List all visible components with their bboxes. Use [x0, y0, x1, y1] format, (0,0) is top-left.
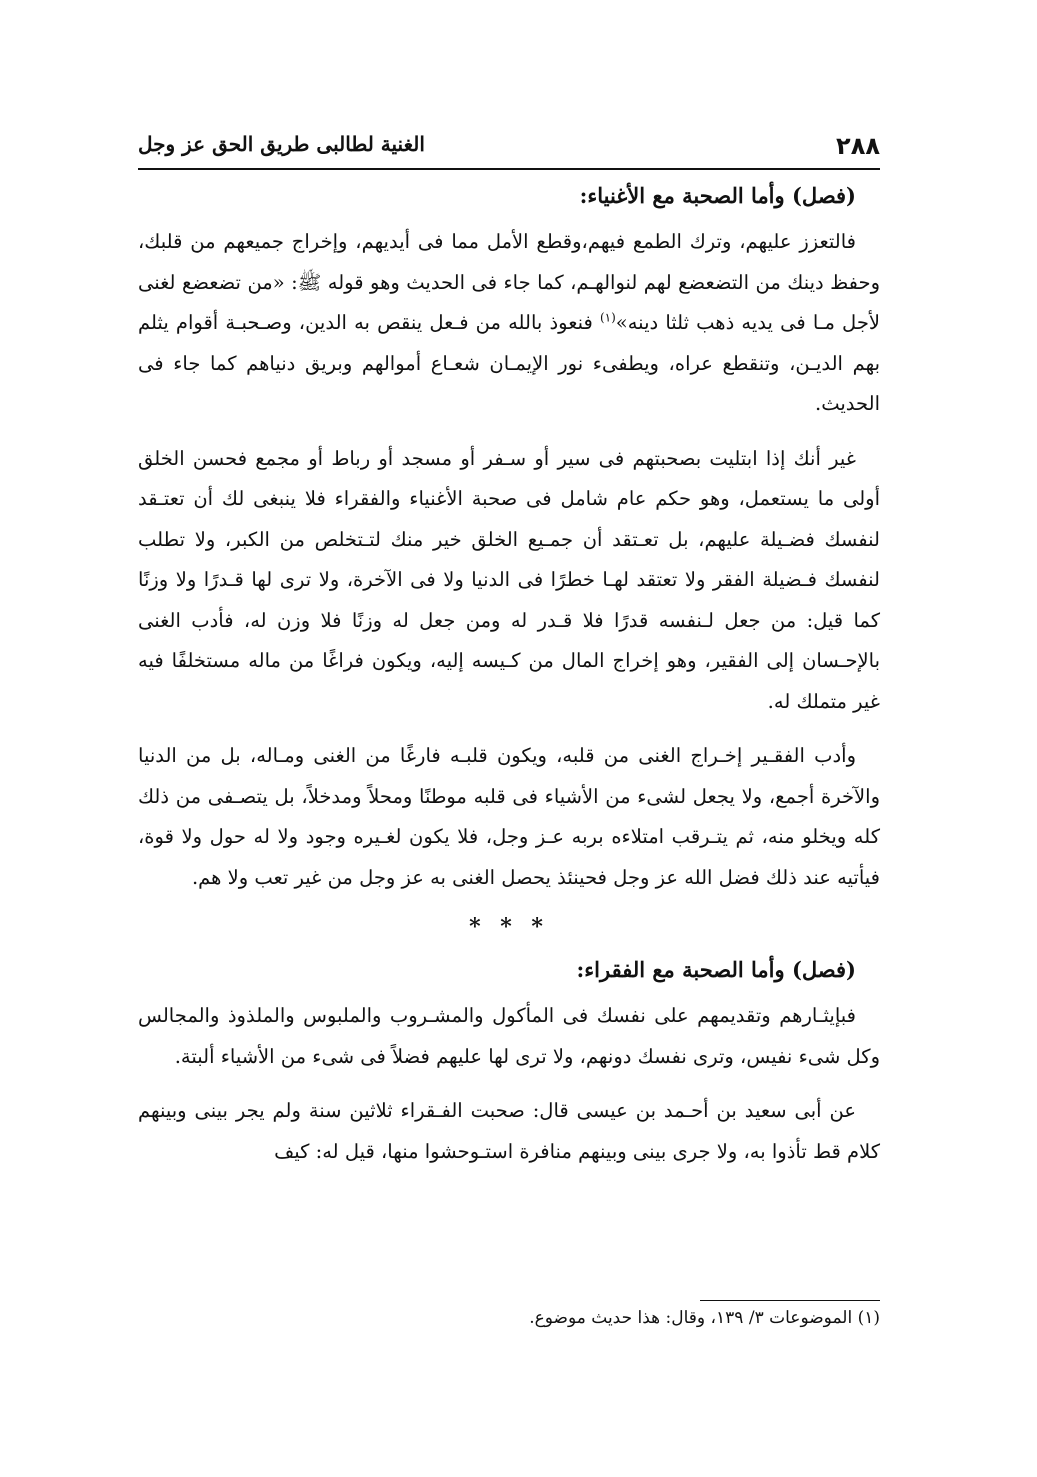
paragraph-text: فنعوذ بالله من فـعل ينقص به الدين، وصـحبـة أقوام يثلم بهم الديـن، وتنقطع عراه، ويطفىء نور الإيمـان شعـاع أموالهم وبريق دنياهم كما جاء فى الحديث.: [138, 311, 880, 415]
paragraph: فبإيثـارهم وتقديمهم على نفسك فى المأكول والمشـروب والملبوس والملذوذ والمجالس وكل شىء نفيس، وترى نفسك دونهم، ولا ترى لها عليهم فضلاً فى شىء من الأشياء ألبتة.: [138, 1004, 880, 1068]
footnote: (١) الموضوعات ٣/ ١٣٩، وقال: هذا حديث موضوع.: [529, 1308, 880, 1328]
running-header: [138, 128, 880, 164]
paragraph: غير أنك إذا ابتليت بصحبتهم فى سير أو سـفر أو مسجد أو رباط أو مجمع فحسن الخلق أولى ما يستعمل، وهو حكم عام شامل فى صحبة الأغنياء والفقراء فلا ينبغى لك أن تعتـقد لنفسك فضـيلة عليهم، بل تعـتقد أن جمـيع الخلق خير منك لتـتخلص من الكبر، ولا تطلب لنفسك فـضيلة الفقر ولا تعتقد لهـا خطرًا فى الدنيا ولا فى الآخرة، ولا ترى لها قـدرًا ولا وزنًا كما قيل: من جعل لـنفسه قدرًا فلا قـدر له ومن جعل له وزنًا فلا وزن له، فأدب الغنى بالإحـسان إلى الفقير، وهو إخراج المال من كـيسه إليه، ويكون فراغًا من ماله مستخلفًا فيه غير متملك له.: [138, 446, 880, 713]
paragraph: [138, 222, 880, 425]
paragraph-text: فالتعزز عليهم، وترك الطمع فيهم،وقطع الأمل مما فى أيديهم، وإخراج جميعهم من قلبك، وحفظ دينك من التضعضع لهم لنوالهـم، كما جاء فى الحديث وهو قوله ﷺ: «من تضعضع لغنى لأجل مـا فى يديه ذهب ثلثا دينه»: [138, 230, 880, 334]
section-separator: * * *: [469, 914, 549, 940]
section-heading-poor: (فصل) وأما الصحبة مع الفقراء:: [576, 957, 856, 982]
header-rule: [138, 168, 880, 170]
footnote-reference[interactable]: (١): [599, 310, 616, 325]
book-title: الغنية لطالبى طريق الحق عز وجل: [138, 132, 425, 156]
paragraph: وأدب الفقـير إخـراج الغنى من قلبه، ويكون قلبـه فارغًا من الغنى ومـاله، بل من الدنيا والآخرة أجمع، ولا يجعل لشىء من الأشياء فى قلبه موطنًا ومحلاً ومدخلاً، بل يتصـفى من ذلك كله ويخلو منه، ثم يتـرقب امتلاءه بربه عـز وجل، فلا يكون لغـيره وجود ولا له حول ولا قوة، فيأتيه عند ذلك فضل الله عز وجل فحينئذ يحصل الغنى به عز وجل من غير تعب ولا هم.: [138, 744, 880, 889]
main-text: [138, 178, 880, 1186]
paragraph: عن أبى سعيد بن أحـمد بن عيسى قال: صحبت الفـقراء ثلاثين سنة ولم يجر بينى وبينهم كلام قط تأذوا به، ولا جرى بينى وبينهم منافرة استـوحشوا منها، قيل له: كيف: [138, 1099, 880, 1163]
page-number: ٢٨٨: [836, 132, 880, 160]
footnote-rule: [700, 1300, 880, 1301]
section-heading-rich: (فصل) وأما الصحبة مع الأغنياء:: [579, 183, 856, 208]
